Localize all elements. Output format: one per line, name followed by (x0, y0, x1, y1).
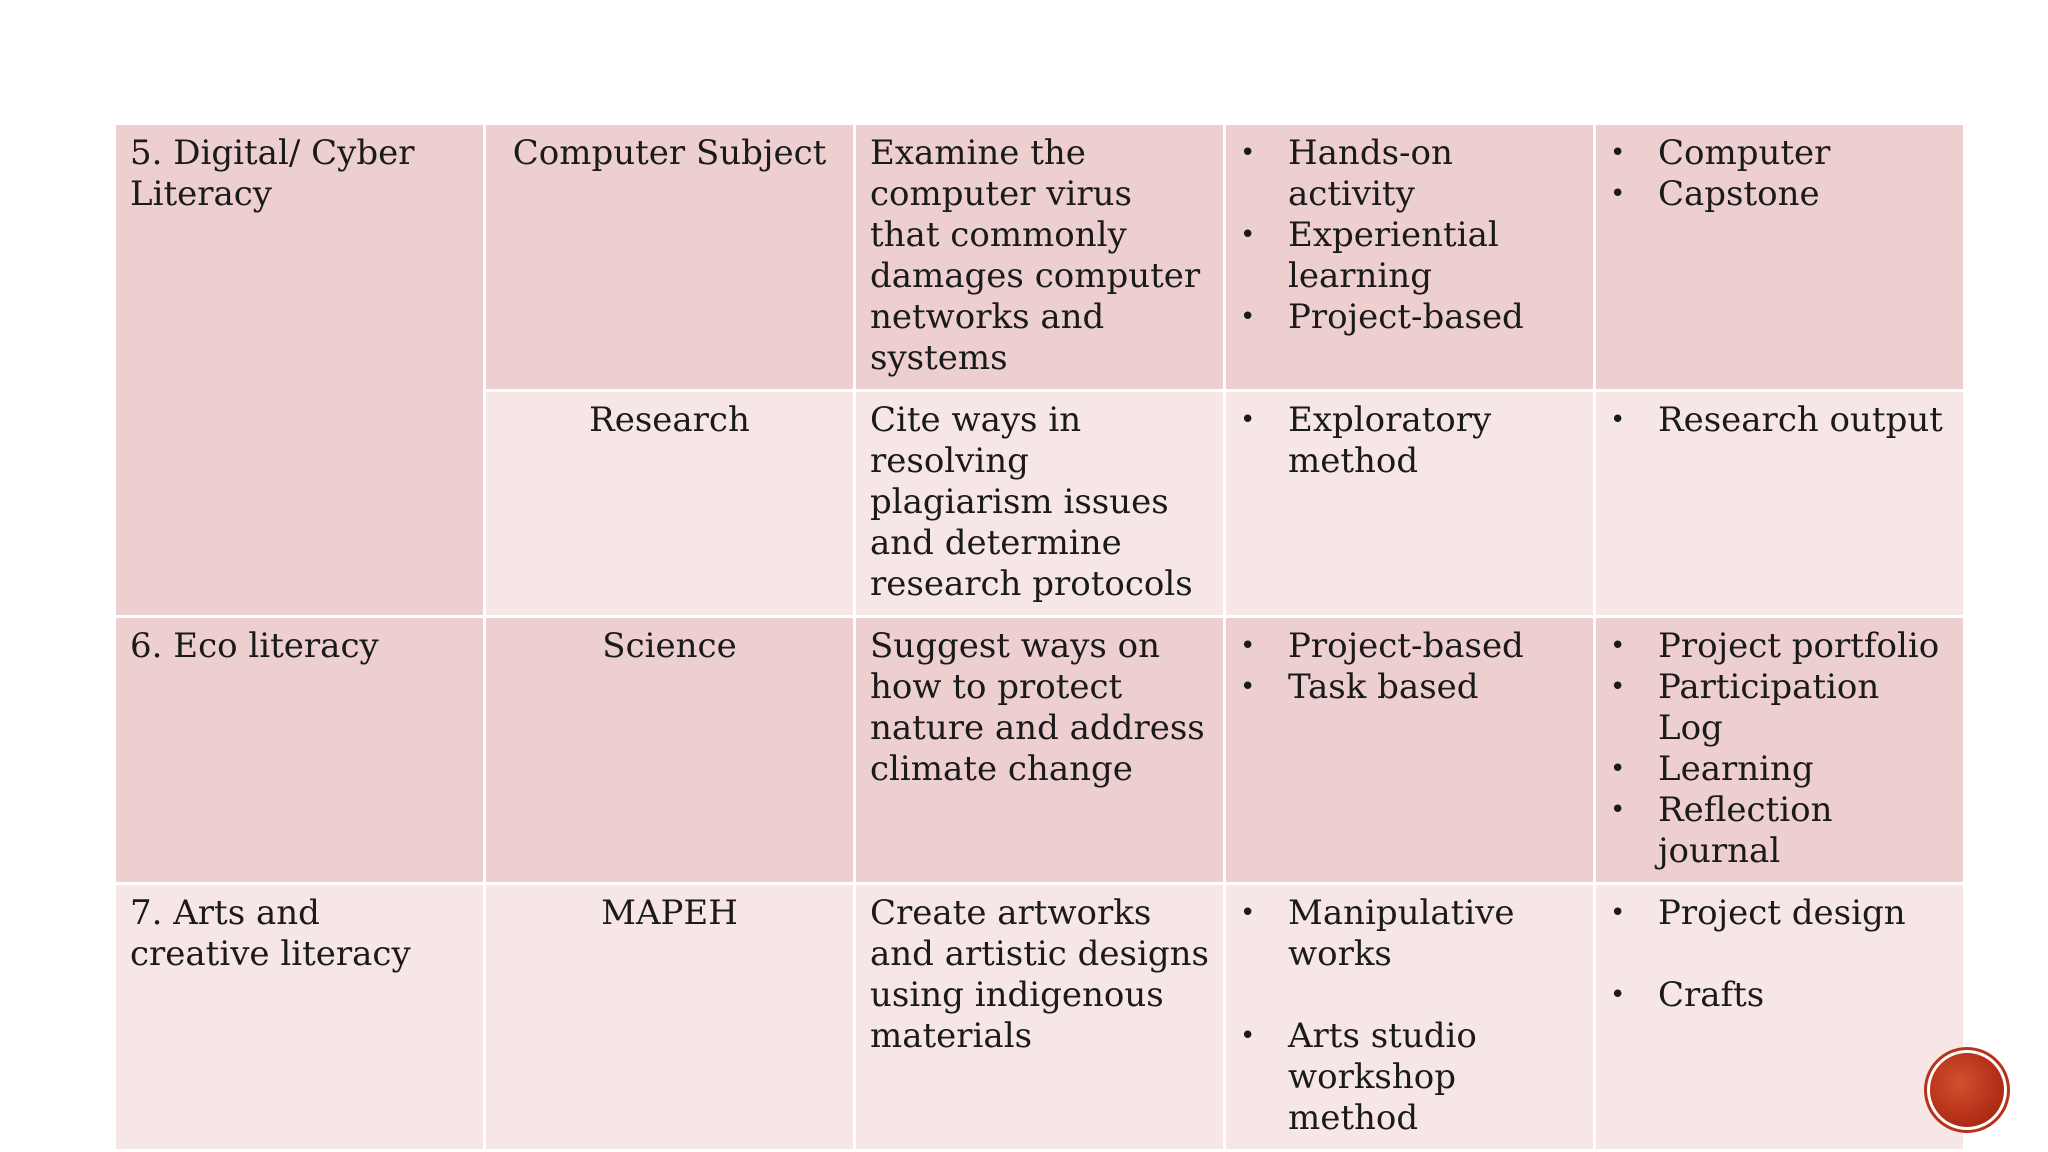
list-item: • Hands-on activity (1240, 133, 1579, 215)
objective-cell: Create artworks and artistic designs using indigenous materials (855, 884, 1225, 1151)
subject-cell: Computer Subject (485, 124, 855, 391)
assessments-list (1610, 626, 1949, 872)
assessments-cell (1595, 617, 1965, 884)
list-item: • Computer (1610, 133, 1949, 174)
list-item: • Project-based (1240, 626, 1579, 667)
subject-cell: MAPEH (485, 884, 855, 1151)
subject-cell: Research (485, 391, 855, 617)
list-item: • Arts studio workshop method (1240, 1016, 1579, 1139)
strategies-cell (1225, 884, 1595, 1151)
assessments-list (1610, 893, 1949, 1016)
list-item: • Learning (1610, 749, 1949, 790)
table-row (115, 124, 1965, 391)
list-item: • Project design (1610, 893, 1949, 934)
list-item: • Manipulative works (1240, 893, 1579, 975)
strategies-cell (1225, 391, 1595, 617)
competency-cell: 5. Digital/ Cyber Literacy (115, 124, 485, 617)
list-item: • Crafts (1610, 975, 1949, 1016)
strategies-cell (1225, 124, 1595, 391)
table-row (115, 884, 1965, 1151)
competency-cell: 6. Eco literacy (115, 617, 485, 884)
strategies-list (1240, 133, 1579, 338)
assessments-list (1610, 400, 1949, 441)
assessments-list (1610, 133, 1949, 215)
competency-table (113, 122, 1966, 1152)
list-item: • Reflection journal (1610, 790, 1949, 872)
list-item: • Exploratory method (1240, 400, 1579, 482)
assessments-cell (1595, 124, 1965, 391)
list-item: • Experiential learning (1240, 215, 1579, 297)
strategies-list (1240, 626, 1579, 708)
strategies-list (1240, 893, 1579, 1139)
list-item: • Project portfolio (1610, 626, 1949, 667)
assessments-cell (1595, 391, 1965, 617)
slide-badge-icon (1930, 1053, 2004, 1127)
competency-cell: 7. Arts and creative literacy (115, 884, 485, 1151)
list-item: • Research output (1610, 400, 1949, 441)
list-item: • Project-based (1240, 297, 1579, 338)
objective-cell: Cite ways in resolving plagiarism issues and determine research protocols (855, 391, 1225, 617)
table-row (115, 617, 1965, 884)
objective-cell: Suggest ways on how to protect nature and address climate change (855, 617, 1225, 884)
list-item: • Capstone (1610, 174, 1949, 215)
objective-cell: Examine the computer virus that commonly damages computer networks and systems (855, 124, 1225, 391)
list-item: • Task based (1240, 667, 1579, 708)
list-item: • Participation Log (1610, 667, 1949, 749)
assessments-cell (1595, 884, 1965, 1151)
strategies-list (1240, 400, 1579, 482)
subject-cell: Science (485, 617, 855, 884)
strategies-cell (1225, 617, 1595, 884)
